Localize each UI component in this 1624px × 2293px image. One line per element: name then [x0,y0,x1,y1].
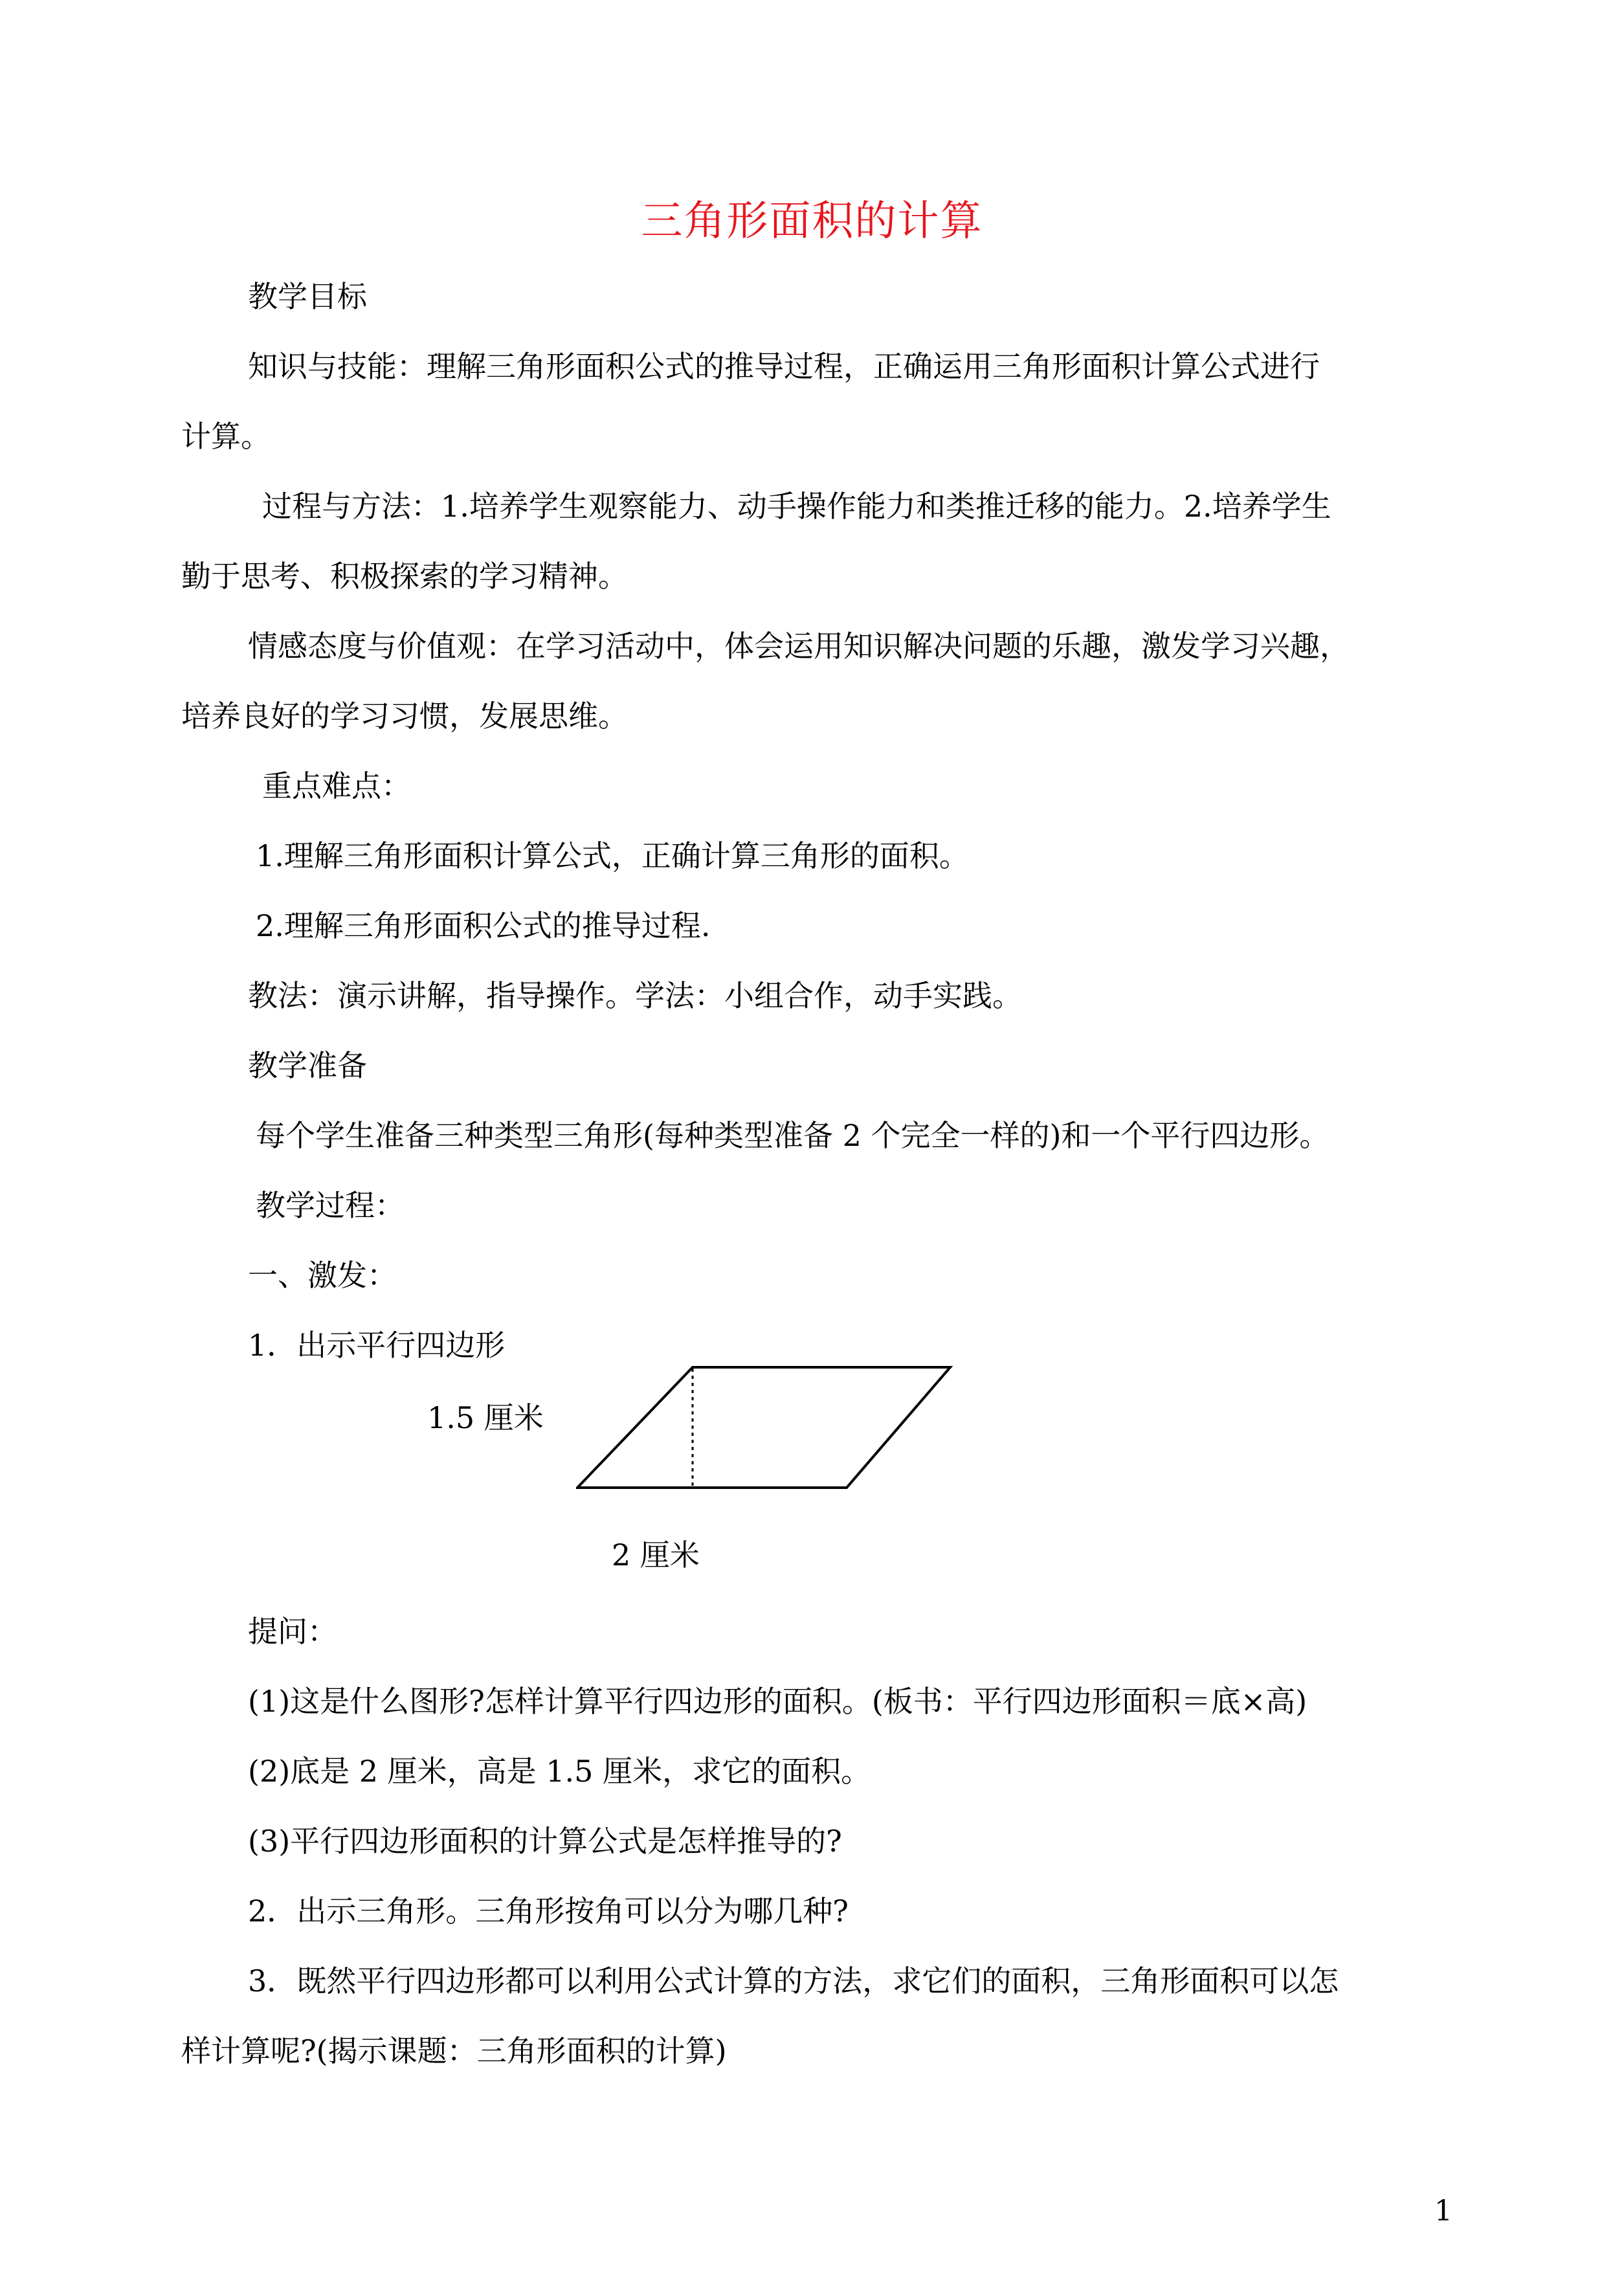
section-heading-process: 教学过程： [256,1188,405,1223]
paragraph-line: 提问： [248,1614,337,1649]
paragraph-line: 样计算呢?(揭示课题：三角形面积的计算) [181,2033,727,2068]
list-item: 2.理解三角形面积公式的推导过程. [256,908,711,943]
parallelogram-shape [577,1367,950,1488]
section-heading-objectives: 教学目标 [248,279,367,314]
list-item: 3．既然平行四边形都可以利用公式计算的方法，求它们的面积，三角形面积可以怎 [248,1963,1339,1998]
list-item: 1．出示平行四边形 [248,1328,506,1363]
section-heading-preparation: 教学准备 [248,1048,367,1083]
figure-base-label: 2 厘米 [612,1538,700,1572]
list-item: (2)底是 2 厘米，高是 1.5 厘米，求它的面积。 [248,1754,871,1789]
figure-height-label: 1.5 厘米 [427,1400,544,1435]
paragraph-line: 计算。 [181,419,271,454]
paragraph-line: 过程与方法：1.培养学生观察能力、动手操作能力和类推迁移的能力。2.培养学生 [262,489,1331,524]
document-title: 三角形面积的计算 [641,197,983,245]
paragraph-line: 培养良好的学习习惯，发展思维。 [181,699,628,733]
list-item: (3)平行四边形面积的计算公式是怎样推导的? [248,1824,842,1859]
list-item: 2．出示三角形。三角形按角可以分为哪几种? [248,1894,849,1929]
section-heading-step-one: 一、激发： [248,1258,397,1293]
list-item: 1.理解三角形面积计算公式，正确计算三角形的面积。 [256,838,969,873]
paragraph-line: 教法：演示讲解，指导操作。学法：小组合作，动手实践。 [248,978,1022,1013]
section-heading-key-points: 重点难点： [262,768,411,803]
paragraph-line: 知识与技能：理解三角形面积公式的推导过程，正确运用三角形面积计算公式进行 [248,349,1320,384]
paragraph-line: 每个学生准备三种类型三角形(每种类型准备 2 个完全一样的)和一个平行四边形。 [256,1118,1329,1153]
paragraph-line: 情感态度与价值观：在学习活动中，体会运用知识解决问题的乐趣，激发学习兴趣， [248,629,1350,664]
parallelogram-figure [576,1366,964,1495]
list-item: (1)这是什么图形?怎样计算平行四边形的面积。(板书：平行四边形面积＝底×高) [248,1684,1307,1719]
page-number: 1 [1434,2195,1452,2228]
paragraph-line: 勤于思考、积极探索的学习精神。 [181,559,628,594]
